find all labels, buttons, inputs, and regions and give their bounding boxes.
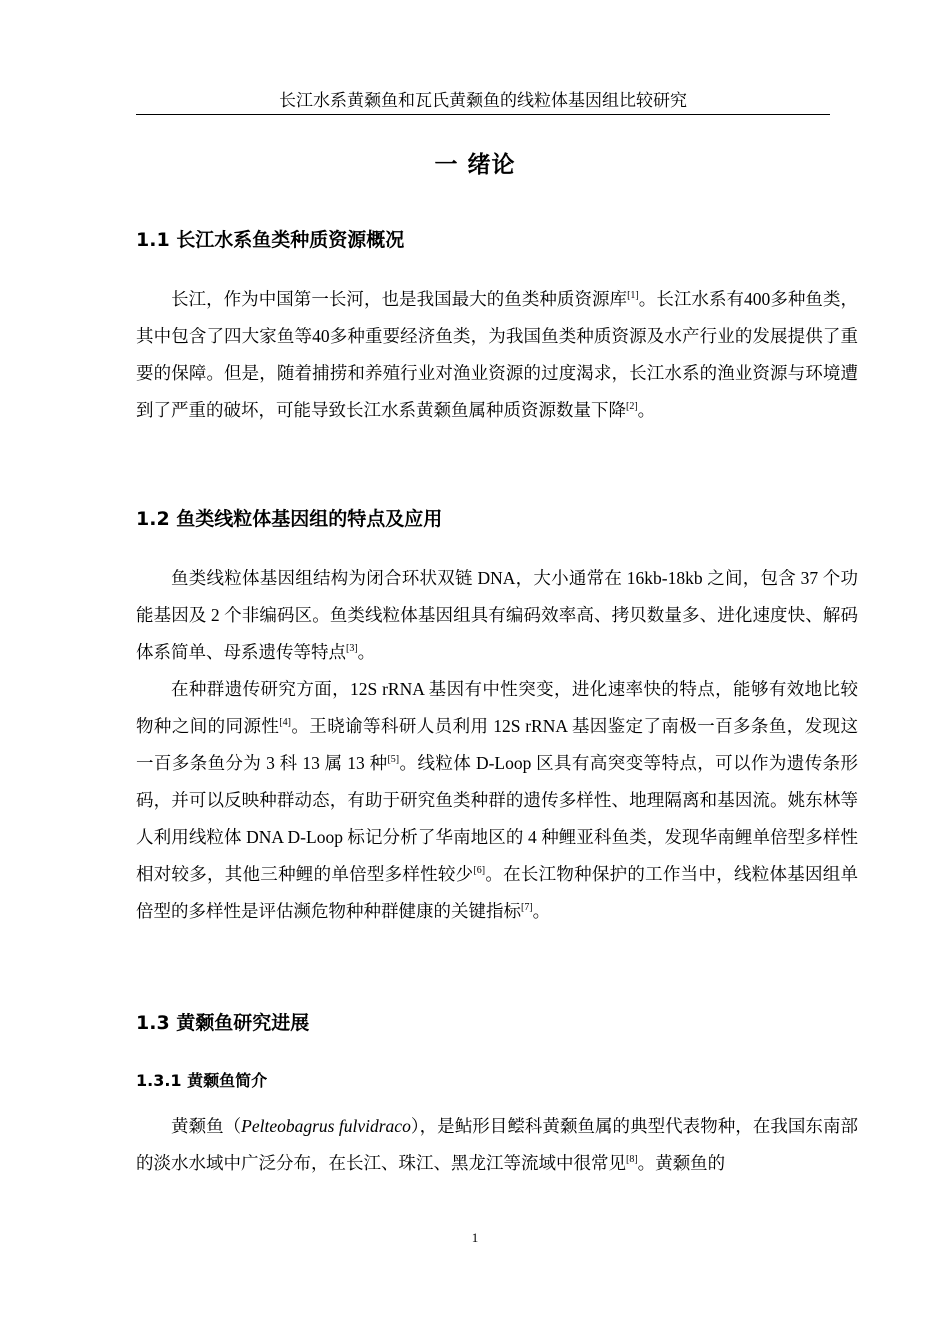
paragraph-1-3-1 <box>136 1108 858 1182</box>
text-run: 。线粒体 D-Loop 区具有高突变等特点，可以作为遗传条形码，并可以反映种群动态，有助于研究鱼类种群的遗传多样性、地理隔离和基因流。姚东林等人利用线粒体 DNA D-Loop 标记分析了华南地区的 4 种鲤亚科鱼类，发现华南鲤单倍型多样性相对较多，其他三种鲤的单倍型多样性较少 <box>136 753 858 884</box>
text-run: ），是鲇形目鲿科黄颡鱼属的典型代表物种，在我国东南部的淡水水域中广泛分布，在长江、珠江、黑龙江等流域中很常见 <box>136 1116 859 1173</box>
citation: [7] <box>521 902 533 913</box>
section-heading-1-1: 1.1 长江水系鱼类种质资源概况 <box>136 229 405 251</box>
citation: [5] <box>387 754 400 765</box>
citation: [8] <box>626 1154 638 1165</box>
chapter-title: 一 绪论 <box>434 152 516 178</box>
subsection-heading-1-3-1: 1.3.1 黄颡鱼简介 <box>136 1071 268 1090</box>
section-heading-1-2: 1.2 鱼类线粒体基因组的特点及应用 <box>136 508 443 530</box>
paragraph-1-2-a <box>136 560 858 671</box>
citation: [6] <box>473 865 486 876</box>
citation: [3] <box>346 643 358 654</box>
text-run: 。长江水系有400多种鱼类，其中包含了四大家鱼等40多种重要经济鱼类，为我国鱼类种质资源及水产行业的发展提供了重要的保障。但是，随着捕捞和养殖行业对渔业资源的过度渴求，长江水系的渔业资源与环境遭到了严重的破坏，可能导致长江水系黄颡鱼属种质资源数量下降 <box>136 289 858 420</box>
text-run: 。王晓谕等科研人员利用 12S rRNA 基因鉴定了南极一百多条鱼，发现这一百多条鱼分为 3 科 13 属 13 种 <box>136 716 858 773</box>
text-run: 在种群遗传研究方面，12S rRNA 基因有中性突变，进化速率快的特点，能够有效地比较物种之间的同源性 <box>136 679 858 736</box>
text-run: 。 <box>532 901 551 921</box>
paragraph-1-2-b <box>136 671 858 930</box>
text-run: 。 <box>637 400 656 420</box>
text-run: 。在长江物种保护的工作当中，线粒体基因组单倍型的多样性是评估濒危物种种群健康的关键指标 <box>136 864 858 921</box>
citation: [2] <box>626 401 638 412</box>
text-run: 。 <box>357 642 376 662</box>
citation: [4] <box>279 717 291 728</box>
citation: [1] <box>627 290 639 301</box>
text-run: 黄颡鱼（ <box>171 1116 242 1136</box>
paragraph-1-1 <box>136 281 858 429</box>
section-heading-1-3: 1.3 黄颡鱼研究进展 <box>136 1012 310 1034</box>
running-header: 长江水系黄颡鱼和瓦氏黄颡鱼的线粒体基因组比较研究 <box>136 90 830 115</box>
text-run: 鱼类线粒体基因组结构为闭合环状双链 DNA，大小通常在 16kb-18kb 之间，包含 37 个功能基因及 2 个非编码区。鱼类线粒体基因组具有编码效率高、拷贝数量多、进化速度快、解码体系简单、母系遗传等特点 <box>136 568 858 662</box>
text-run: 长江，作为中国第一长河，也是我国最大的鱼类种质资源库 <box>171 289 628 309</box>
text-run: 。黄颡鱼的 <box>637 1153 726 1173</box>
page-number: 1 <box>471 1230 479 1245</box>
species-name: Pelteobagrus fulvidraco <box>241 1116 411 1136</box>
